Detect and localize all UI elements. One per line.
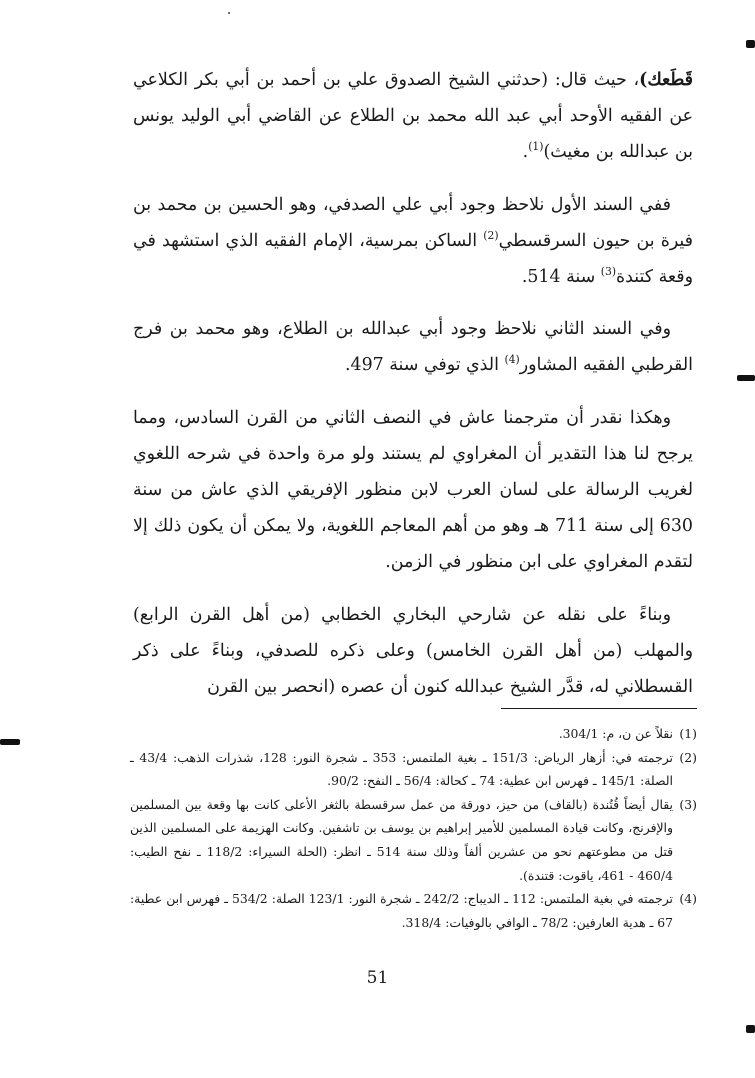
footnote-text: نقلاً عن ن، م: 304/1. — [558, 726, 673, 741]
paragraph-4-text: وهكذا نقدر أن مترجمنا عاش في النصف الثاني من القرن السادس، ومما يرجح لنا هذا التقدير أن المغراوي لم يستند ولو مرة واحدة في شرحه اللغوي لغريب الرسالة على لسان العرب لابن منظور الإفريقي الذي عاش من سنة 630 إلى سنة 711 هـ وهو من أهم المعاجم اللغوية، ولا يمكن أن يكون ذلك إلا لتقدم المغراوي على ابن منظور في الزمن. — [133, 407, 693, 573]
footnote-text: ترجمته في: أزهار الرياض: 151/3 ـ بغية الملتمس: 353 ـ شجرة النور: 128، شذرات الذهب: 43/4 ـ الصلة: 145/1 ـ فهرس ابن عطية: 74 ـ كحالة: 56/4 ـ النفح: 90/2. — [130, 749, 673, 789]
page-number: 51 — [366, 968, 389, 988]
paragraph-3-part1: وفي السند الثاني نلاحظ وجود أبي عبدالله بن الطلاع، وهو محمد بن فرج القرطبي الفقيه المشاور — [133, 319, 693, 376]
footnote-ref-3[interactable]: (3) — [600, 265, 617, 279]
paragraph-2-part3: سنة 514. — [521, 267, 601, 288]
footnote-text: ترجمته في بغية الملتمس: 112 ـ الديباج: 242/2 ـ شجرة النور: 123/1 الصلة: 534/2 ـ فهرس ابن عطية: 67 ـ هدية العارفين: 78/2 ـ الوافي بالوفيات: 318/4. — [130, 891, 673, 930]
paragraph-4 — [133, 400, 693, 581]
scan-edge-mark-bottom — [746, 1025, 755, 1033]
footnote-number: (2) — [679, 749, 697, 765]
footnote-text: يقال أيضاً قُتُندة (بالقاف) من حيز، دورقة من عمل سرقسطة بالثغر الأعلى كانت بها وقعة بين المسلمين والإفرنج، وكانت قيادة المسلمين للأمير إبراهيم بن يوسف بن تاشفين. وكانت الهزيمة على المسلمين الذين قتل من مطوعتهم نحو من عشرين ألفاً وذلك سنة 514 ـ انظر: (الحلة السيراء: 118/2 ـ نفح الطيب: 460/4 - 461، ياقوت: قتندة). — [130, 796, 673, 883]
footnote-2 — [130, 746, 697, 793]
paragraph-5-text: وبناءً على نقله عن شارحي البخاري الخطابي (من أهل القرن الرابع) والمهلب (من أهل القرن الخامس) وعلى ذكره للصدفي، وبناءً على ذكر القسطلاني له، قدَّر الشيخ عبدالله كنون أن عصره (انحصر بين القرن — [133, 604, 693, 698]
scan-edge-mark-left — [0, 739, 20, 745]
footnote-3 — [130, 793, 697, 887]
scan-edge-mark-top — [746, 40, 755, 48]
scan-edge-mark-middle — [737, 375, 755, 381]
footnote-number: (4) — [679, 891, 697, 907]
footnote-1 — [130, 722, 697, 746]
paragraph-1-tail: . — [522, 142, 529, 163]
paragraph-3 — [133, 311, 693, 383]
footnote-number: (1) — [679, 726, 697, 741]
quoted-lead-word: قَطَعك) — [639, 70, 693, 90]
footnotes-section — [130, 722, 697, 934]
main-text — [133, 62, 693, 721]
footnote-ref-1[interactable]: (1) — [528, 140, 544, 154]
paragraph-5 — [133, 597, 693, 706]
paragraph-1-text: ، حيث قال: (حدثني الشيخ الصدوق علي بن أحمد بن أبي بكر الكلاعي عن الفقيه الأوحد أبي عبد الله محمد بن الطلاع عن القاضي أبي الوليد يونس بن عبدالله بن مغيث) — [133, 70, 693, 163]
footnote-ref-4[interactable]: (4) — [504, 353, 520, 367]
footnote-ref-2[interactable]: (2) — [483, 229, 499, 243]
paragraph-3-part2: الذي توفي سنة 497. — [344, 355, 505, 376]
paragraph-2-part1: ففي السند الأول نلاحظ وجود أبي علي الصدفي، وهو الحسين بن محمد بن فيرة بن حيون السرقسطي — [133, 194, 693, 251]
scan-dust-dot — [228, 12, 230, 14]
footnote-separator — [501, 708, 697, 709]
paragraph-1 — [133, 62, 693, 171]
footnote-4 — [130, 887, 697, 934]
paragraph-2-part2: الساكن بمرسية، الإمام الفقيه الذي استشهد في وقعة كتندة — [133, 230, 693, 288]
paragraph-2 — [133, 187, 693, 296]
footnote-number: (3) — [679, 796, 697, 812]
